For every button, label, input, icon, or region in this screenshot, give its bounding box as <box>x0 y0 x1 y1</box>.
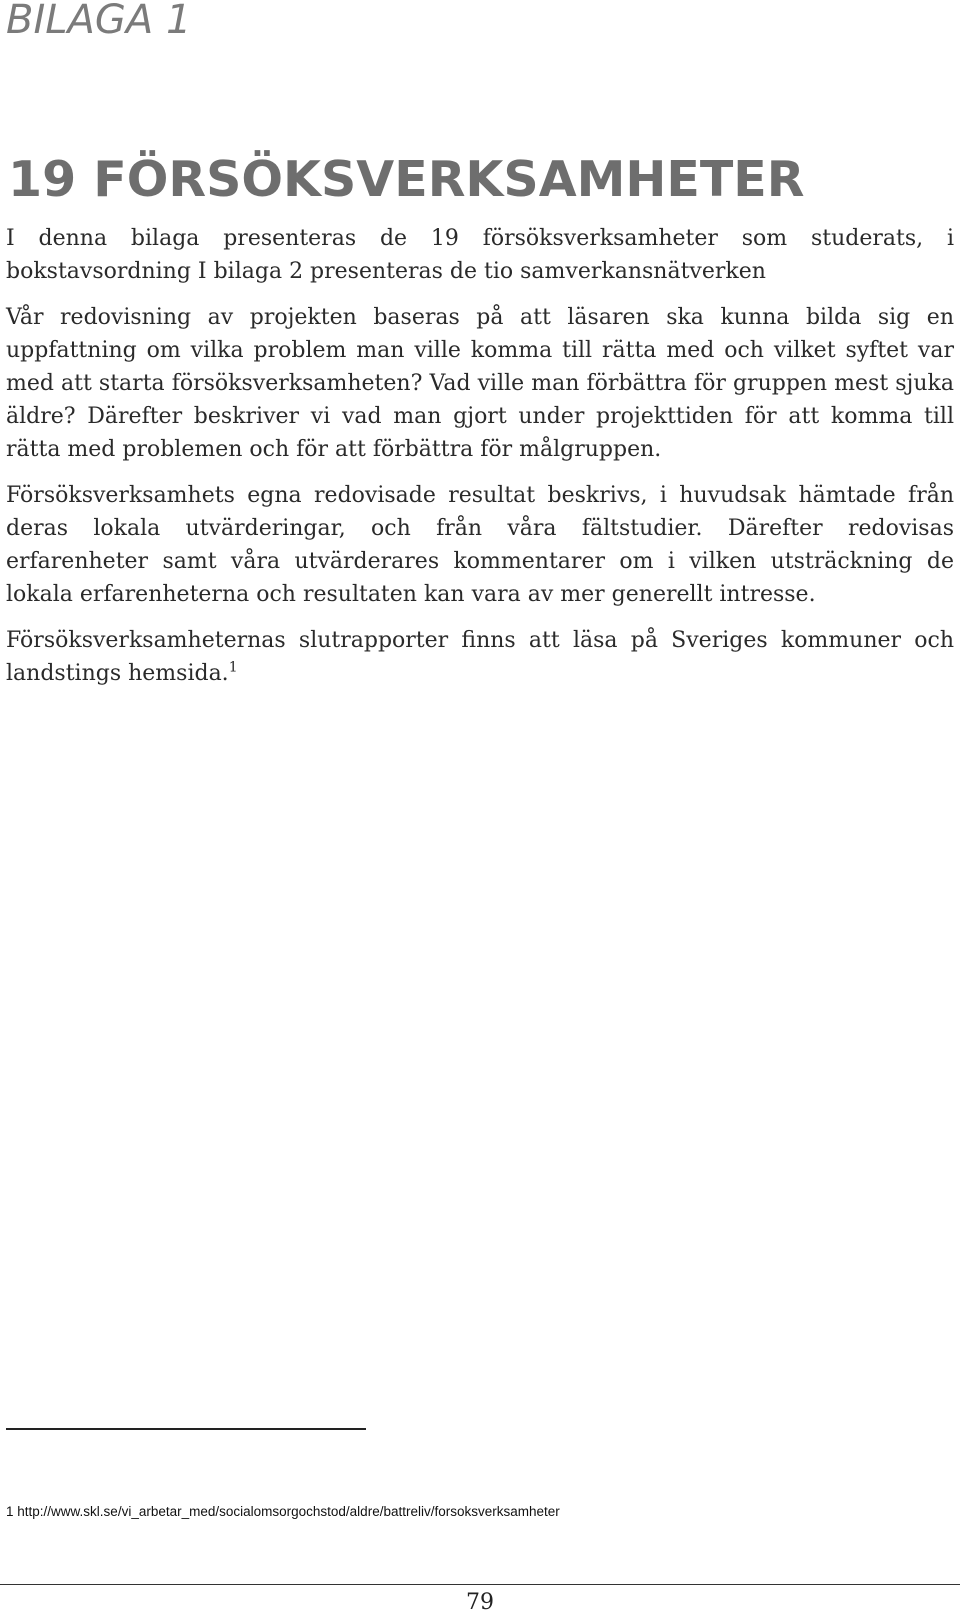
paragraph-results: Försöksverksamhets egna redovisade resultat beskrivs, i huvudsak hämtade från deras lokala utvärderingar, och från våra fältstudier. Därefter redovisas erfarenheter samt våra utvärderares kommentarer om i vilken utsträckning de lokala erfarenheterna och resultaten kan vara av mer generellt intresse. <box>6 483 954 607</box>
chapter-title: 19 FÖRSÖKSVERKSAMHETER <box>8 151 805 208</box>
paragraph-reports <box>6 624 954 690</box>
page-footer-rule <box>0 1584 960 1585</box>
footnote-reference[interactable]: 1 <box>228 659 238 676</box>
paragraph-method: Vår redovisning av projekten baseras på att läsaren ska kunna bilda sig en uppfattning om vilka problem man ville komma till rätta med och vilket syftet var med att starta försöksverksamheten? Vad ville man förbättra för gruppen mest sjuka äldre? Därefter beskriver vi vad man gjort under projekttiden för att komma till rätta med problemen och för att förbättra för målgruppen. <box>6 305 954 462</box>
body-text <box>6 222 954 703</box>
footnote <box>6 1503 560 1521</box>
page-number: 79 <box>466 1590 494 1615</box>
paragraph-reports-text: Försöksverksamheternas slutrapporter finns att läsa på Sveriges kommuner och landstings hemsida. <box>6 628 954 686</box>
footnote-link[interactable]: http://www.skl.se/vi_arbetar_med/socialomsorgochstod/aldre/battreliv/forsoksverksamheter <box>17 1504 560 1519</box>
footnote-number: 1 <box>6 1504 14 1519</box>
footnote-separator <box>6 1428 366 1430</box>
paragraph-intro: I denna bilaga presenteras de 19 försöksverksamheter som studerats, i bokstavsordning I bilaga 2 presenteras de tio samverkansnätverken <box>6 226 954 284</box>
appendix-label: BILAGA 1 <box>6 0 192 43</box>
